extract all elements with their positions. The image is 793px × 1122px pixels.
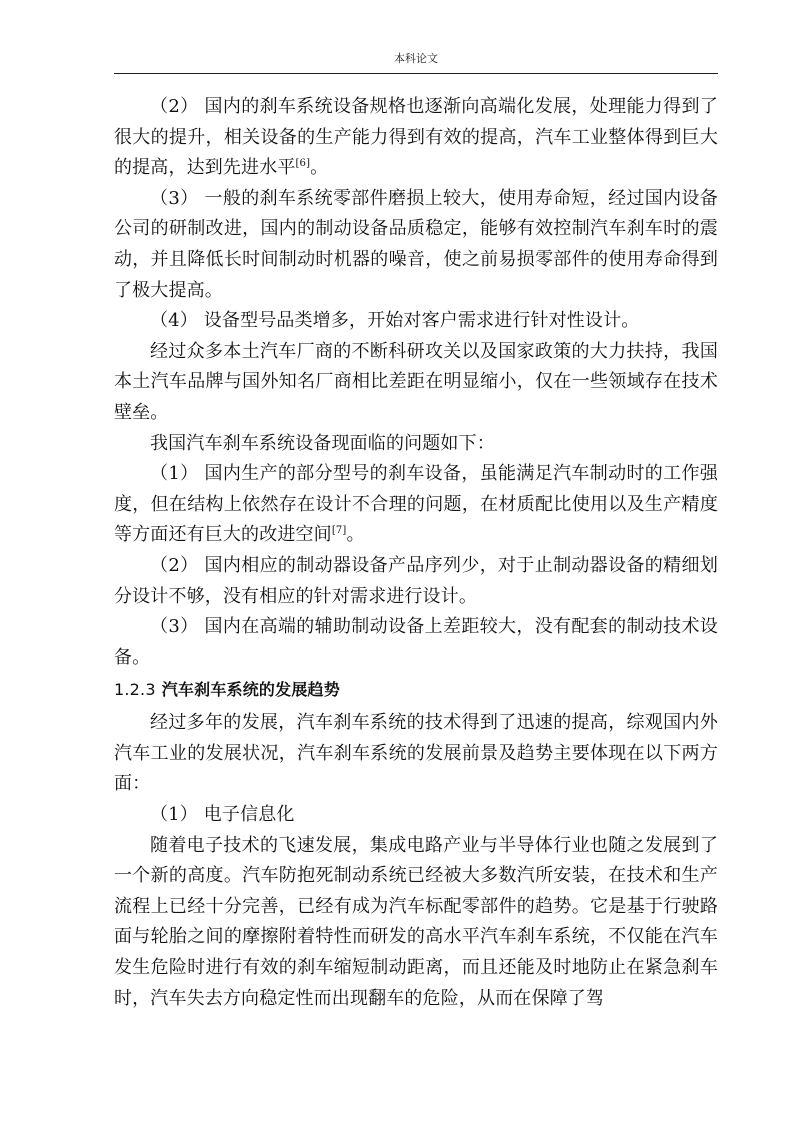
section-heading	[114, 676, 718, 704]
citation[interactable]: [6]	[295, 158, 311, 170]
page-header: 本科论文	[394, 52, 438, 65]
paragraph: （3） 国内在高端的辅助制动设备上差距较大，没有配套的制动技术设备。	[114, 616, 718, 668]
paragraph: 经过多年的发展，汽车刹车系统的技术得到了迅速的提高，综观国内外汽车工业的发展状况，汽车刹车系统的发展前景及趋势主要体现在以下两方面：	[114, 712, 718, 795]
header-divider	[114, 73, 718, 74]
paragraph: 经过众多本土汽车厂商的不断科研攻关以及国家政策的大力扶持，我国本土汽车品牌与国外知名厂商相比差距在明显缩小，仅在一些领域存在技术壁垒。	[114, 340, 718, 423]
section-title: 汽车刹车系统的发展趋势	[161, 680, 340, 700]
paragraph: （2） 国内的刹车系统设备规格也逐渐向高端化发展，处理能力得到了很大的提升，相关设备的生产能力得到有效的提高，汽车工业整体得到巨大的提高，达到先进水平[6]。	[114, 96, 718, 179]
paragraph: 随着电子技术的飞速发展，集成电路产业与半导体行业也随之发展到了一个新的高度。汽车防抱死制动系统已经被大多数汽所安装，在技术和生产流程上已经十分完善，已经有成为汽车标配零部件的趋势。它是基于行驶路面与轮胎之间的摩擦附着特性而研发的高水平汽车刹车系统，不仅能在汽车发生危险时进行有效的刹车缩短制动距离，而且还能及时地防止在紧急刹车时，汽车失去方向稳定性而出现翻车的危险，从而在保障了驾	[114, 834, 718, 1009]
citation[interactable]: [7]	[331, 525, 347, 537]
paragraph: （2） 国内相应的制动器设备产品序列少，对于止制动器设备的精细划分设计不够，没有相应的针对需求进行设计。	[114, 554, 718, 607]
document-body	[114, 92, 718, 1014]
paragraph: 我国汽车刹车系统设备现面临的问题如下：	[150, 432, 495, 454]
paragraph: （1） 电子信息化	[150, 804, 295, 826]
paragraph: （1） 国内生产的部分型号的刹车设备，虽能满足汽车制动时的工作强度，但在结构上依然存在设计不合理的问题，在材质配比使用以及生产精度等方面还有巨大的改进空间[7]。	[114, 463, 718, 546]
paragraph: （4） 设备型号品类增多，开始对客户需求进行针对性设计。	[150, 310, 640, 332]
section-number: 1.2.3	[114, 680, 156, 700]
paragraph: （3） 一般的刹车系统零部件磨损上较大，使用寿命短，经过国内设备公司的研制改进，国内的制动设备品质稳定，能够有效控制汽车刹车时的震动，并且降低长时间制动时机器的噪音，使之前易损零部件的使用寿命得到了极大提高。	[114, 187, 718, 301]
